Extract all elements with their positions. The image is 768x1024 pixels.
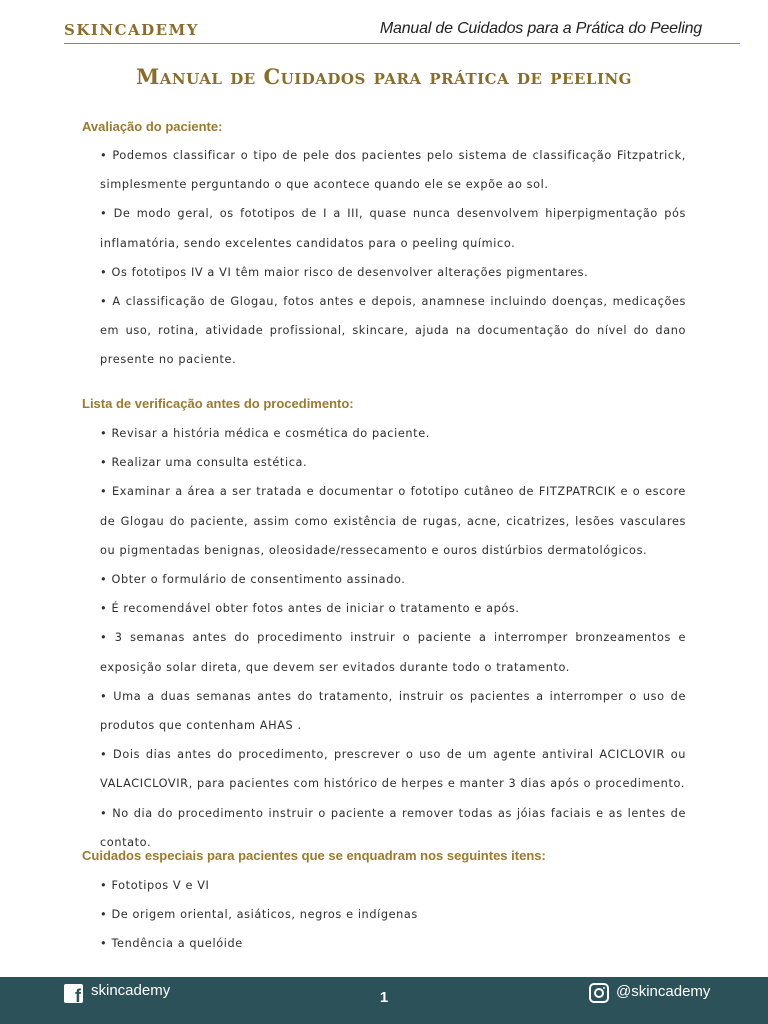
page-header [0,0,768,48]
list-item: • Dois dias antes do procedimento, prescrever o uso de um agente antiviral ACICLOVIR ou VALACICLOVIR, para pacientes com histórico de herpes e manter 3 dias após o procedimento. [100,748,686,791]
header-divider [64,43,740,44]
list-item: • Os fototipos IV a VI têm maior risco de desenvolver alterações pigmentares. [100,265,589,279]
section-heading-verificacao: Lista de verificação antes do procedimento: [82,396,354,411]
facebook-icon[interactable]: f [64,984,83,1003]
section-list-verificacao [100,419,686,857]
facebook-link[interactable]: skincademy [91,982,171,999]
list-item: • Uma a duas semanas antes do tratamento, instruir os pacientes a interromper o uso de produtos que contenham AHAS . [100,689,686,733]
list-item: • É recomendável obter fotos antes de iniciar o tratamento e após. [100,602,520,616]
list-item: • Revisar a história médica e cosmética do paciente. [100,427,430,440]
list-item: • De origem oriental, asiáticos, negros e indígenas [100,908,418,922]
list-item: • De modo geral, os fototipos de I a III, quase nunca desenvolvem hiperpigmentação pós inflamatória, sendo excelentes candidatos para o peeling químico. [100,207,686,250]
brand-logo: SKINCADEMY [64,21,199,39]
section-list-avaliacao [100,141,686,375]
list-item: • Realizar uma consulta estética. [100,456,308,470]
section-list-cuidados-especiais [100,871,686,959]
section-heading-avaliacao: Avaliação do paciente: [82,119,223,134]
header-title: Manual de Cuidados para a Prática do Peeling [379,20,702,37]
list-item: • Obter o formulário de consentimento assinado. [100,573,406,587]
list-item: • A classificação de Glogau, fotos antes e depois, anamnese incluindo doenças, medicações em uso, rotina, atividade profissional, skincare, ajuda na documentação do nível do dano presente no paciente. [100,295,686,367]
section-heading-cuidados-especiais: Cuidados especiais para pacientes que se enquadram nos seguintes itens: [82,848,546,863]
page-footer [0,977,768,1024]
list-item: • Examinar a área a ser tratada e documentar o fototipo cutâneo de FITZPATRCIK e o escore de Glogau do paciente, assim como existência de rugas, acne, cicatrizes, lesões vasculares ou pigmentadas benignas, oleosidade/ressecamento e ouros distúrbios dermatológicos. [100,485,686,557]
list-item: • Podemos classificar o tipo de pele dos pacientes pelo sistema de classificação Fitzpatrick, simplesmente perguntando o que acontece quando ele se expõe ao sol. [100,149,686,192]
list-item: • Fototipos V e VI [100,879,210,892]
list-item: • Tendência a quelóide [100,937,243,951]
list-item: • No dia do procedimento instruir o paciente a remover todas as jóias faciais e as lentes de contato. [100,806,686,849]
page-number: 1 [379,989,389,1006]
instagram-icon[interactable] [589,983,609,1003]
list-item: • 3 semanas antes do procedimento instruir o paciente a interromper bronzeamentos e exposição solar direta, que devem ser evitados durante todo o tratamento. [100,631,686,674]
document-title: Manual de Cuidados para prática de peeling [136,64,632,89]
instagram-link[interactable]: @skincademy [616,983,711,1000]
